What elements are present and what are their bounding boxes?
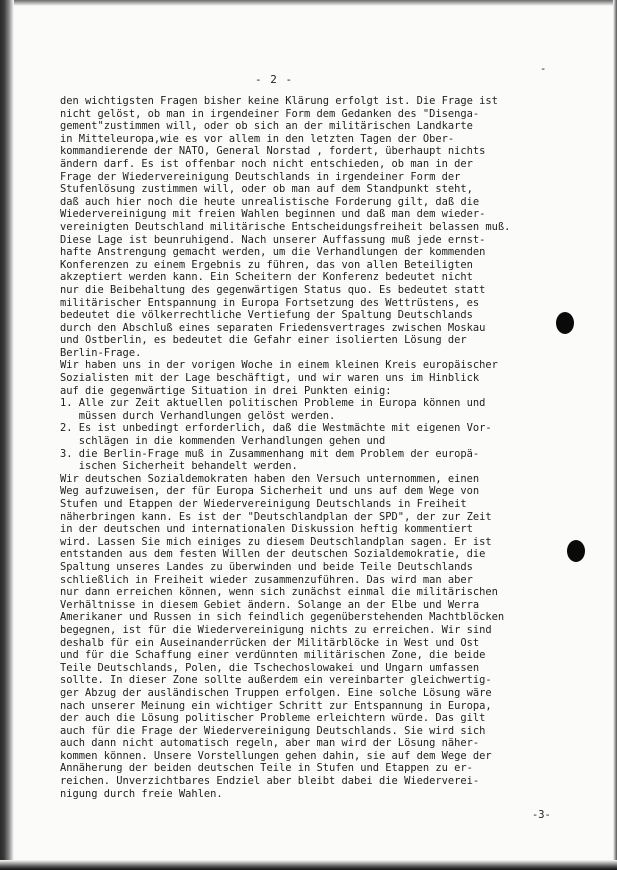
text-line: Konferenzen zu einem Ergebnis zu führen, das von allen Beteiligten [60, 258, 473, 271]
text-line: Stufen und Etappen der Wiedervereinigung Deutschlands in Freiheit [60, 498, 467, 510]
text-line: deshalb für ein Auseinanderrücken der Militärblöcke in West und Ost [60, 636, 480, 649]
text-line: und für die Schaffung einer verdünnten militärischen Zone, die beide [60, 649, 486, 662]
scan-edge-left [0, 0, 14, 870]
text-line: näherbringen kann. Es ist der "Deutschlandplan der SPD", der zur Zeit [60, 510, 492, 523]
text-line: Berlin-Frage. [60, 346, 142, 359]
text-line: akzeptiert werden kann. Ein Scheitern der Konferenz bedeutet nicht [60, 271, 473, 284]
corner-mark: - [540, 63, 547, 75]
text-line: 2. Es ist unbedingt erforderlich, daß die Westmächte mit eigenen Vor- [60, 422, 492, 435]
text-line: gement"zustimmen will, oder ob sich an der militärischen Landkarte [60, 120, 473, 133]
text-line: nach unserer Meinung ein wichtiger Schritt zur Entspannung in Europa, [60, 699, 492, 712]
text-line: Amerikaner und Russen in sich feindlich gegenüberstehenden Machtblöcken [60, 611, 505, 624]
text-line: in Mitteleuropa,wie es vor allem in den letzten Tagen der Ober- [60, 132, 455, 145]
text-line: in der deutschen und internationalen Diskussion heftig kommentiert [60, 523, 473, 536]
text-line: schlägen in die kommenden Verhandlungen gehen und [60, 435, 386, 448]
text-line: durch den Abschluß eines separaten Friedensvertrages zwischen Moskau [60, 321, 486, 334]
text-line: 1. Alle zur Zeit aktuellen politischen Probleme in Europa können und [60, 397, 486, 410]
text-line: kommandierende der NATO, General Norstad , fordert, überhaupt nichts [60, 145, 486, 158]
scan-edge-bottom [0, 860, 617, 870]
page-number: - 2 - [255, 73, 294, 86]
punch-hole-upper [556, 312, 574, 334]
text-line: Verhältnisse in diesem Gebiet ändern. Solange an der Elbe und Werra [60, 598, 480, 611]
text-line: militärischer Entspannung in Europa Fortsetzung des Wettrüstens, es [60, 296, 480, 309]
text-line: ischen Sicherheit behandelt werden. [60, 460, 298, 473]
text-line: der auch die Lösung politischer Probleme erleichtern würde. Das gilt [60, 712, 486, 725]
text-line: den wichtigsten Fragen bisher keine Klärung erfolgt ist. Die Frage ist [60, 95, 498, 107]
text-line: auch dann nicht automatisch regeln, aber man wird der Lösung näher- [60, 737, 480, 750]
scan-edge-top [0, 0, 617, 6]
text-line: bedeutet die völkerrechtliche Vertiefung der Spaltung Deutschlands [60, 309, 473, 322]
text-line: Wiedervereinigung mit freien Wahlen beginnen und daß man dem wieder- [60, 208, 486, 221]
scan-edge-right [613, 0, 617, 870]
text-line: ger Abzug der ausländischen Truppen erfolgen. Eine solche Lösung wäre [60, 686, 492, 699]
text-line: Weg aufzuweisen, der für Europa Sicherheit und uns auf dem Wege von [60, 485, 480, 498]
text-line: Diese Lage ist beunruhigend. Nach unserer Auffassung muß jede ernst- [60, 233, 486, 246]
text-line: ändern darf. Es ist offenbar noch nicht entschieden, ob man in der [60, 157, 473, 170]
text-line: 3. die Berlin-Frage muß in Zusammenhang mit dem Problem der europä- [60, 447, 480, 460]
text-line: nicht gelöst, ob man in irgendeiner Form dem Gedanken des "Disenga- [60, 107, 480, 120]
text-line: Sozialisten mit der Lage beschäftigt, und wir waren uns im Hinblick [60, 372, 480, 385]
text-line: sollte. In dieser Zone sollte außerdem ein vereinbarter gleichwertig- [60, 674, 492, 687]
punch-hole-lower [567, 540, 585, 562]
text-line: schließlich in Freiheit wieder zusammenzuführen. Das wird man aber [60, 573, 473, 586]
text-line: müssen durch Verhandlungen gelöst werden. [60, 409, 336, 422]
text-line: nur die Beibehaltung des gegenwärtigen Status quo. Es bedeutet statt [60, 283, 486, 296]
text-line: und Ostberlin, es bedeutet die Gefahr einer isolierten Lösung der [60, 334, 467, 347]
text-line: nigung durch freie Wahlen. [60, 787, 223, 800]
text-line: daß auch hier noch die heute unrealistische Forderung gilt, daß die [60, 195, 480, 208]
text-line: Teile Deutschlands, Polen, die Tschechoslowakei und Ungarn umfassen [60, 661, 480, 674]
text-line: wird. Lassen Sie mich einiges zu diesem Deutschlandplan sagen. Er ist [60, 535, 492, 548]
next-page-marker: -3- [532, 809, 551, 821]
text-line: auf die gegenwärtige Situation in drei Punkten einig: [60, 384, 392, 397]
text-line: auch für die Frage der Wiedervereinigung Deutschlands. Sie wird sich [60, 724, 486, 737]
text-line: kommen können. Unsere Vorstellungen gehen dahin, sie auf dem Wege der [60, 749, 492, 762]
text-line: entstanden aus dem festen Willen der deutschen Sozialdemokratie, die [60, 548, 486, 561]
text-line: begegnen, ist für die Wiedervereinigung nichts zu erreichen. Wir sind [60, 623, 492, 636]
text-line: Wir deutschen Sozialdemokraten haben den Versuch unternommen, einen [60, 472, 480, 485]
text-line: Stufenlösung zustimmen will, oder ob man auf dem Standpunkt steht, [60, 183, 473, 196]
text-line: hafte Anstrengung gemacht werden, um die Verhandlungen der kommenden [60, 246, 486, 259]
text-line: Wir haben uns in der vorigen Woche in einem kleinen Kreis europäischer [60, 359, 498, 372]
text-line: Annäherung der beiden deutschen Teile in Stufen und Etappen zu er- [60, 762, 473, 775]
body-text [60, 95, 510, 800]
text-line: Frage der Wiedervereinigung Deutschlands in irgendeiner Form der [60, 170, 461, 183]
text-line: vereinigten Deutschland militärische Entscheidungsfreiheit belassen muß. [60, 220, 511, 233]
text-line: Spaltung unseres Landes zu überwinden und beide Teile Deutschlands [60, 560, 473, 573]
text-line: nur dann erreichen können, wenn sich zunächst einmal die militärischen [60, 586, 498, 599]
text-line: reichen. Unverzichtbares Endziel aber bleibt dabei die Wiederverei- [60, 775, 480, 788]
